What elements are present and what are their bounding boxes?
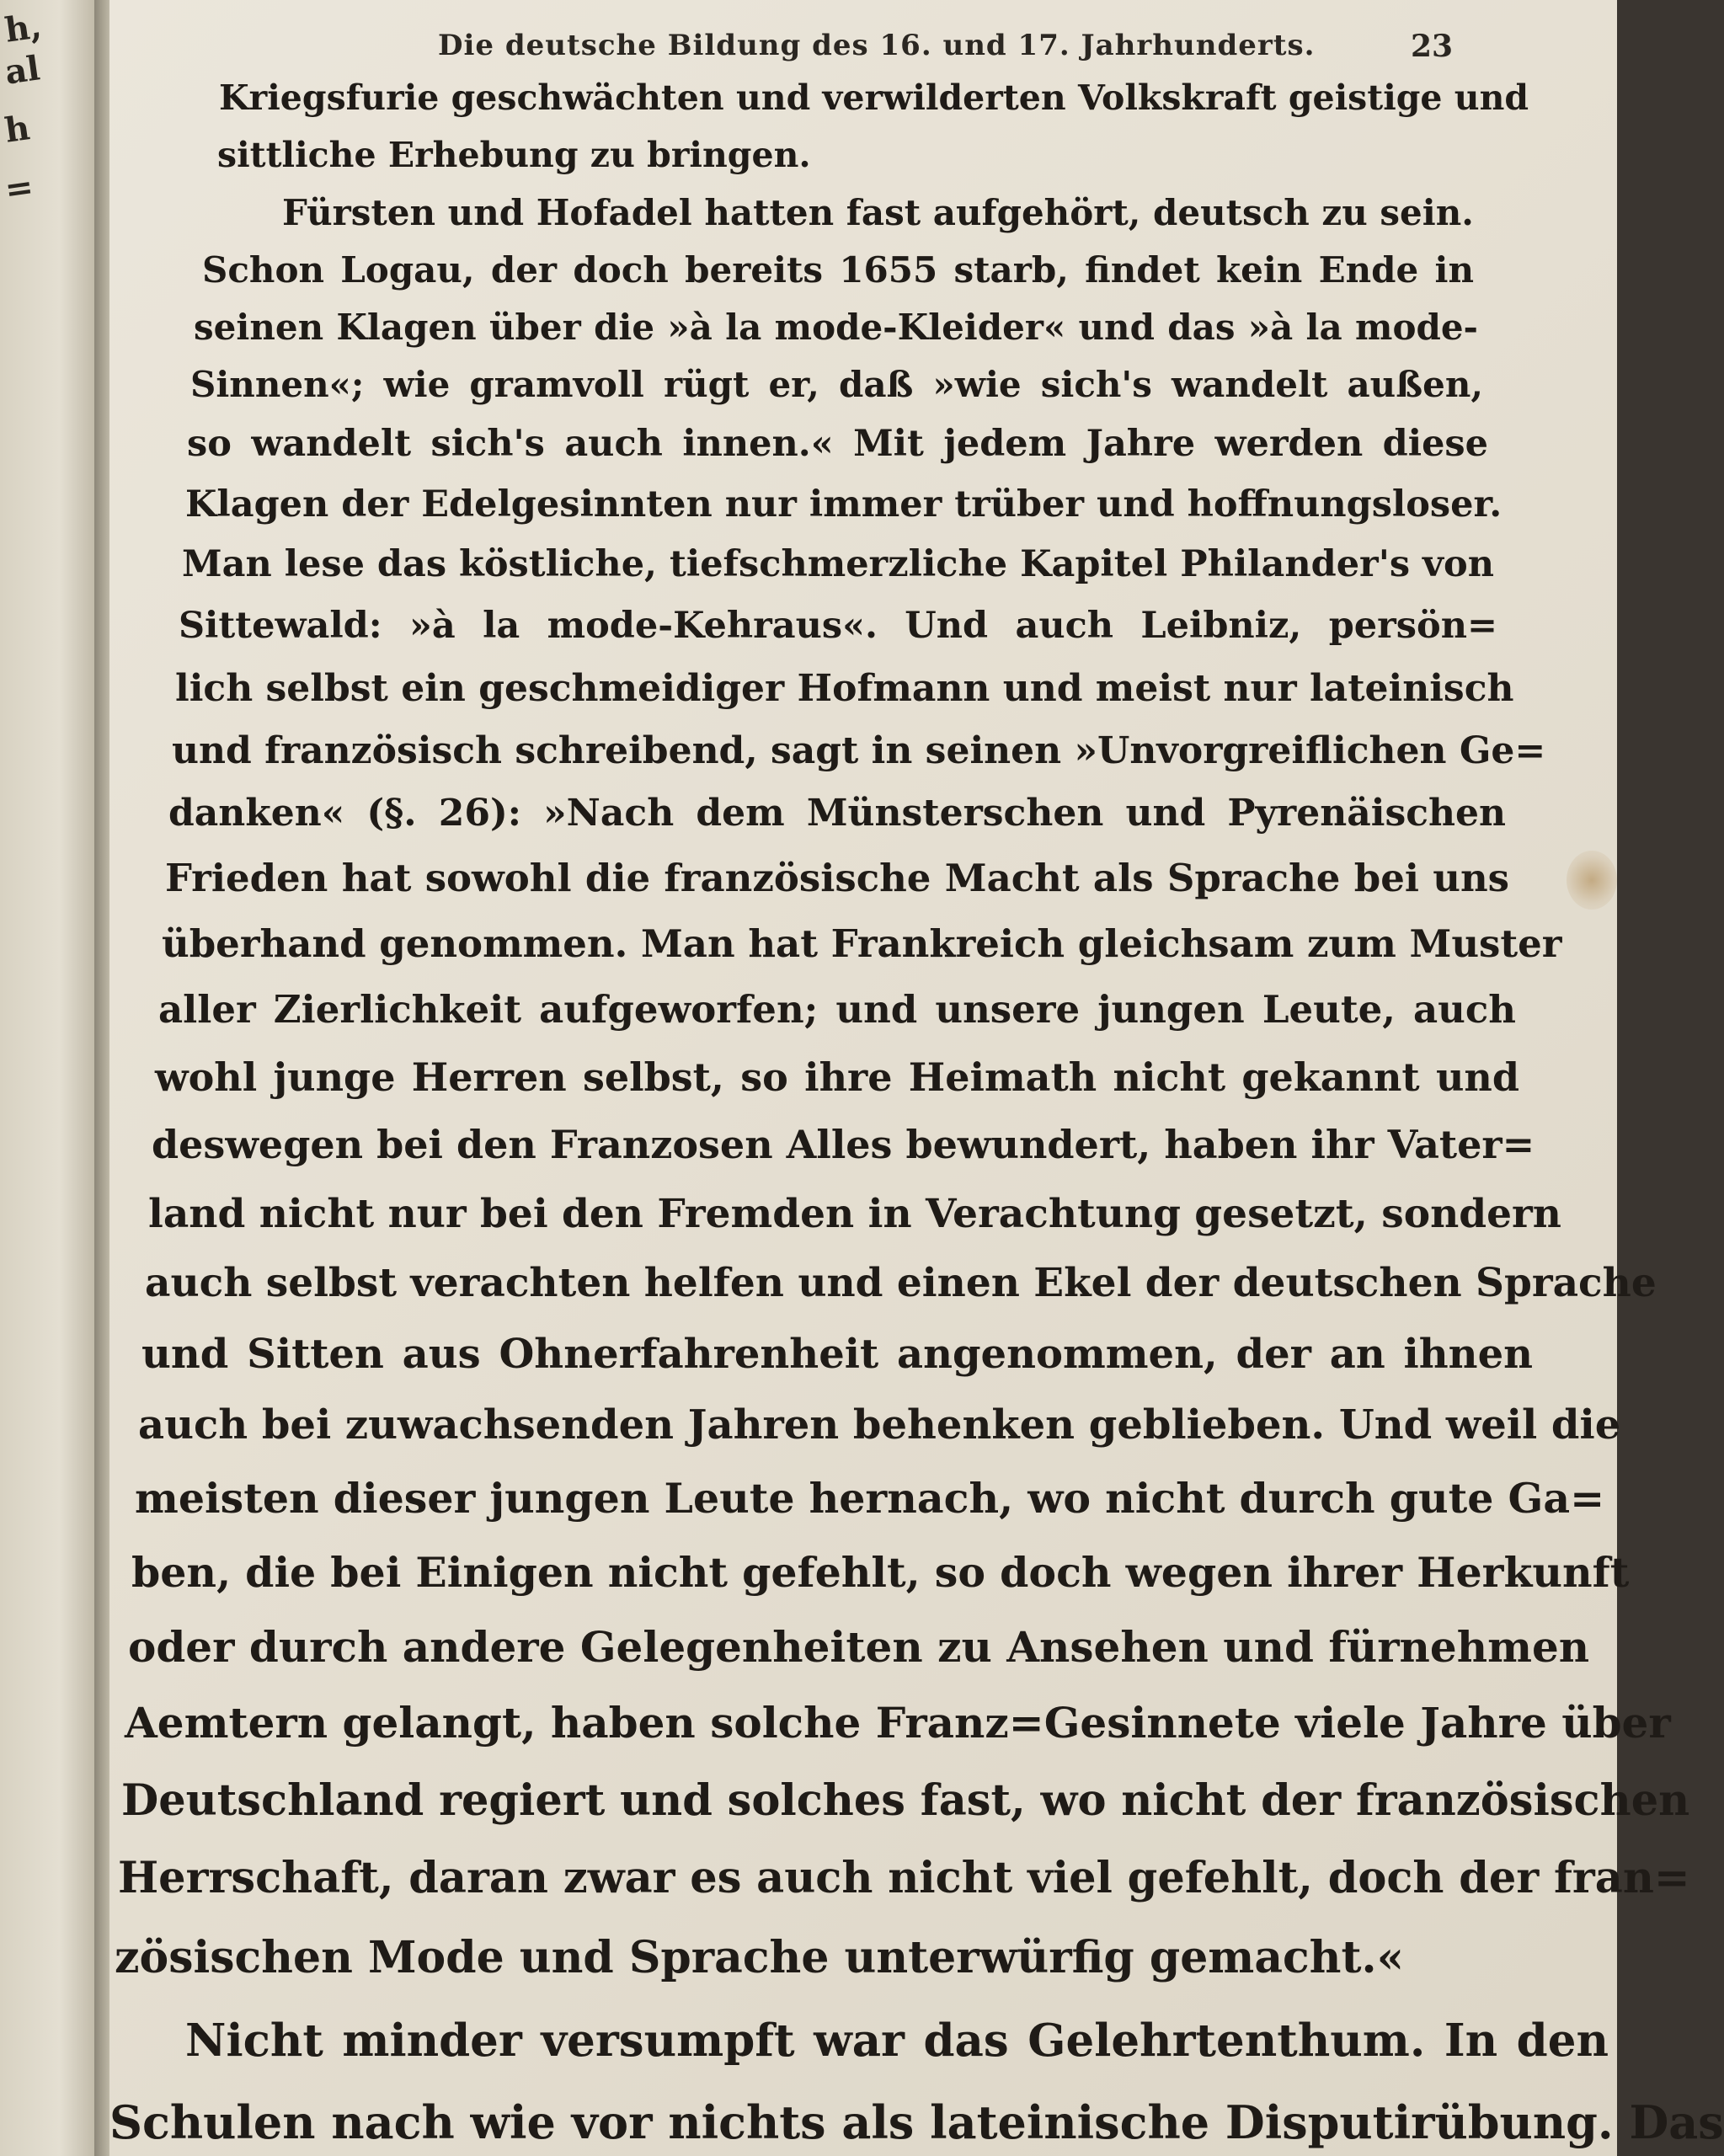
text-line: auch selbst verachten helfen und einen Ekel der deutschen Sprache [145, 1260, 1657, 1306]
book-page [109, 0, 1724, 2156]
text-line: lich selbst ein geschmeidiger Hofmann und meist nur lateinisch [175, 667, 1514, 710]
text-line: überhand genommen. Man hat Frankreich gleichsam zum Muster [162, 921, 1562, 966]
text-line: Sittewald: »à la mode-Kehraus«. Und auch Leibniz, persön= [179, 605, 1497, 647]
text-line: Schulen nach wie vor nichts als lateinische Disputirübung. Das [109, 2095, 1724, 2149]
text-line: auch bei zuwachsenden Jahren behenken geblieben. Und weil die [138, 1401, 1621, 1449]
previous-page-edge [0, 0, 99, 2156]
text-line: land nicht nur bei den Fremden in Verachtung gesetzt, sondern [148, 1191, 1561, 1237]
text-line: Man lese das köstliche, tiefschmerzliche Kapitel Philander's von [182, 543, 1494, 585]
text-line: sittliche Erhebung zu bringen. [217, 135, 811, 175]
margin-fragment: = [2, 166, 36, 211]
text-line: oder durch andere Gelegenheiten zu Ansehen und fürnehmen [128, 1622, 1590, 1672]
text-line: Nicht minder versumpft war das Gelehrtenthum. In den [185, 2015, 1609, 2067]
text-line: Kriegsfurie geschwächten und verwilderten Volkskraft geistige und [219, 77, 1529, 118]
margin-fragment: al [2, 48, 43, 93]
text-line: aller Zierlichkeit aufgeworfen; und unsere jungen Leute, auch [158, 987, 1516, 1032]
paper-stain [1567, 851, 1617, 910]
text-line: Sinnen«; wie gramvoll rügt er, daß »wie sich's wandelt außen, [190, 364, 1483, 405]
text-line: Herrschaft, daran zwar es auch nicht viel gefehlt, doch der fran= [118, 1853, 1690, 1903]
text-line: wohl junge Herren selbst, so ihre Heimath nicht gekannt und [155, 1054, 1519, 1100]
text-line: danken« (§. 26): »Nach dem Münsterschen und Pyrenäischen [168, 792, 1506, 835]
text-line: Klagen der Edelgesinnten nur immer trüber und hoffnungsloser. [185, 483, 1502, 526]
text-line: Deutschland regiert und solches fast, wo nicht der französischen [121, 1775, 1690, 1826]
text-line: zösischen Mode und Sprache unterwürfig gemacht.« [115, 1932, 1405, 1983]
text-line: Frieden hat sowohl die französische Macht als Sprache bei uns [165, 856, 1509, 900]
margin-fragment: h [2, 108, 33, 151]
text-line: deswegen bei den Franzosen Alles bewundert, haben ihr Vater= [152, 1122, 1535, 1167]
page-number: 23 [1411, 29, 1454, 64]
text-line: und französisch schreibend, sagt in seinen »Unvorgreiflichen Ge= [172, 729, 1546, 772]
text-line: meisten dieser jungen Leute hernach, wo nicht durch gute Ga= [135, 1474, 1605, 1523]
text-line: ben, die bei Einigen nicht gefehlt, so doch wegen ihrer Herkunft [131, 1548, 1630, 1597]
margin-fragment: h, [2, 6, 45, 51]
text-line: so wandelt sich's auch innen.« Mit jedem Jahre werden diese [187, 423, 1488, 465]
running-head: Die deutsche Bildung des 16. und 17. Jahrhunderts. [438, 29, 1316, 62]
text-line: Fürsten und Hofadel hatten fast aufgehört, deutsch zu sein. [282, 192, 1474, 233]
text-line: und Sitten aus Ohnerfahrenheit angenommen, der an ihnen [141, 1331, 1533, 1378]
text-line: Schon Logau, der doch bereits 1655 starb, findet kein Ende in [202, 249, 1474, 291]
text-line: seinen Klagen über die »à la mode-Kleider« und das »à la mode- [194, 307, 1478, 348]
text-line: Aemtern gelangt, haben solche Franz=Gesinnete viele Jahre über [125, 1698, 1671, 1748]
